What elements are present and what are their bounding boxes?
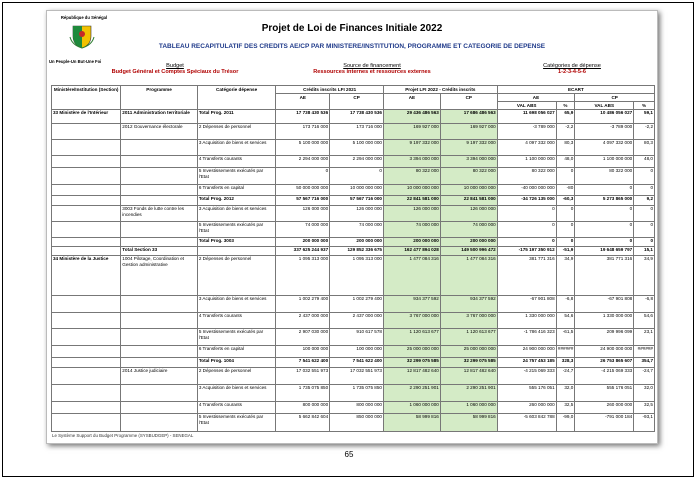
cell-value: 80 322 000 — [440, 168, 497, 185]
cell-value: 24 900 000 000 — [497, 346, 556, 358]
page-number: 65 — [344, 450, 354, 459]
cell-value: 0 — [575, 238, 634, 247]
cell-value: 23,1 — [634, 329, 655, 346]
cell-value: 1 120 613 677 — [383, 329, 440, 346]
table-row — [52, 238, 655, 247]
cell-ministere — [52, 222, 121, 238]
cell-value: 34,9 — [634, 256, 655, 296]
cell-value: ###### — [556, 346, 575, 358]
col-cp-valabs: VAL ABS — [575, 102, 634, 110]
cell-value: 17 738 430 536 — [330, 110, 384, 124]
cell-categorie: Total Prog. 2012 — [197, 196, 276, 206]
cell-value: 22 841 581 000 — [440, 196, 497, 206]
budget-value: Budget Général et Comptes Spéciaux du Trésor — [111, 69, 239, 75]
cell-ministere — [52, 346, 121, 358]
cell-value: 2 290 251 901 — [383, 385, 440, 402]
cell-programme — [121, 140, 198, 156]
col-programme: Programme — [121, 86, 198, 110]
cell-value: 17 032 551 973 — [330, 368, 384, 385]
cell-value: 0 — [556, 168, 575, 185]
cell-value: 3 394 000 000 — [440, 156, 497, 168]
cell-value: 32,5 — [634, 402, 655, 414]
cell-value: 57 567 716 000 — [330, 196, 384, 206]
cell-value: 34,9 — [556, 256, 575, 296]
table-row — [52, 196, 655, 206]
cell-programme — [121, 222, 198, 238]
cell-programme: 1004 Pilotage, Coordination et Gestion administrative — [121, 256, 198, 296]
cell-categorie: 3 Acquisition de biens et services — [197, 206, 276, 222]
cell-programme — [121, 238, 198, 247]
cell-ministere — [52, 196, 121, 206]
cell-value: -3 789 000 — [575, 124, 634, 140]
cell-programme — [121, 329, 198, 346]
cell-value: 1 100 000 000 — [575, 156, 634, 168]
table-row — [52, 346, 655, 358]
table-row — [52, 402, 655, 414]
cell-value: 2 294 000 000 — [330, 156, 384, 168]
cell-value: 80 322 000 — [497, 168, 556, 185]
cell-value: 1 095 313 000 — [330, 256, 384, 296]
cell-value: 149 500 996 472 — [440, 247, 497, 256]
table-row — [52, 256, 655, 296]
col-ae-2021: AE — [276, 94, 330, 110]
cell-value: 10 000 000 000 — [440, 185, 497, 196]
cell-value: 48,0 — [634, 156, 655, 168]
table-row — [52, 168, 655, 185]
table-row — [52, 222, 655, 238]
cell-value: 934 377 592 — [440, 296, 497, 313]
cell-programme — [121, 385, 198, 402]
cell-ministere — [52, 168, 121, 185]
cell-value: 9,2 — [634, 196, 655, 206]
cell-value: -34 726 135 000 — [497, 196, 556, 206]
cell-ministere — [52, 247, 121, 256]
cell-programme — [121, 313, 198, 329]
cell-value: 173 716 000 — [330, 124, 384, 140]
cell-value: 25 000 000 000 — [383, 346, 440, 358]
cell-value: 162 477 894 028 — [383, 247, 440, 256]
cell-value: 10 486 056 027 — [575, 110, 634, 124]
cell-value: 32,0 — [556, 385, 575, 402]
cell-value: 57 567 716 000 — [276, 196, 330, 206]
cell-programme: Total Section 33 — [121, 247, 198, 256]
cell-programme: 3003 Fonds de lutte contre les incendies — [121, 206, 198, 222]
cell-value: 4 097 332 000 — [575, 140, 634, 156]
motto: Un Peuple-Un But-Une Foi — [49, 59, 102, 64]
cell-ministere — [52, 414, 121, 432]
cell-categorie: 4 Transferts courants — [197, 402, 276, 414]
cell-categorie: 3 Acquisition de biens et services — [197, 140, 276, 156]
cell-categorie — [197, 247, 276, 256]
cell-value: 260 000 000 — [497, 402, 556, 414]
cell-value: 26 753 865 607 — [575, 358, 634, 368]
cell-value: 65,9 — [556, 110, 575, 124]
cell-value: 10 000 000 000 — [383, 185, 440, 196]
table-row — [52, 358, 655, 368]
cell-value: -3 789 000 — [497, 124, 556, 140]
cell-value: 129 852 336 675 — [330, 247, 384, 256]
table-row — [52, 185, 655, 196]
col-cp-2021: CP — [330, 94, 384, 110]
cell-value: 3 767 000 000 — [383, 313, 440, 329]
document-page — [46, 10, 658, 444]
cell-ministere: 34 Ministère de la Justice — [52, 256, 121, 296]
cell-value: 850 000 000 — [330, 414, 384, 432]
category-block — [517, 63, 627, 75]
cell-value: 32,0 — [634, 385, 655, 402]
cell-value: 24 900 000 000 — [575, 346, 634, 358]
cell-value: 50 000 000 000 — [276, 185, 330, 196]
col-credits-2021: Crédits inscrits LFI 2021 — [276, 86, 384, 94]
cell-value: 0 — [634, 185, 655, 196]
cell-ministere — [52, 185, 121, 196]
cell-value: -93,1 — [634, 414, 655, 432]
cell-value: 0 — [556, 238, 575, 247]
cell-value: 0 — [575, 206, 634, 222]
cell-value: 59,1 — [634, 110, 655, 124]
cell-programme — [121, 168, 198, 185]
col-cp-pct: % — [634, 102, 655, 110]
cell-value: 126 000 000 — [330, 206, 384, 222]
source-value: Ressources internes et ressources externes — [313, 69, 431, 75]
cell-categorie: 4 Transferts courants — [197, 313, 276, 329]
cell-value: 1 120 613 677 — [440, 329, 497, 346]
table-row — [52, 296, 655, 313]
cell-value: 1 735 075 850 — [330, 385, 384, 402]
table-row — [52, 313, 655, 329]
cell-value: 29 436 486 563 — [383, 110, 440, 124]
table-row — [52, 414, 655, 432]
cell-ministere — [52, 238, 121, 247]
cell-categorie: 3 Acquisition de biens et services — [197, 385, 276, 402]
col-projet-2022: Projet LFI 2022 - Crédits inscrits — [383, 86, 497, 94]
cell-categorie: 2 Dépenses de personnel — [197, 368, 276, 385]
cell-value: 169 927 000 — [440, 124, 497, 140]
col-ae-2022: AE — [383, 94, 440, 110]
cell-programme — [121, 156, 198, 168]
cell-value: 2 294 000 000 — [276, 156, 330, 168]
cell-value: 4 097 332 000 — [497, 140, 556, 156]
cell-ministere — [52, 385, 121, 402]
table-row — [52, 140, 655, 156]
cell-value: 209 996 099 — [575, 329, 634, 346]
cell-ministere — [52, 329, 121, 346]
cell-value: 126 000 000 — [276, 206, 330, 222]
cell-categorie: Total Prog. 2011 — [197, 110, 276, 124]
table-row — [52, 124, 655, 140]
cell-value: 0 — [575, 185, 634, 196]
cell-value: 7 541 622 400 — [330, 358, 384, 368]
cell-categorie: 5 Investissements exécutés par l'Etat — [197, 222, 276, 238]
cell-value: 200 000 000 — [276, 238, 330, 247]
col-ministere: Ministère/Institution (Section) — [52, 86, 121, 110]
cell-value: 54,6 — [634, 313, 655, 329]
cell-value: 169 927 000 — [383, 124, 440, 140]
cell-categorie: 2 Dépenses de personnel — [197, 256, 276, 296]
cell-value: 1 477 084 316 — [383, 256, 440, 296]
cell-programme — [121, 402, 198, 414]
cell-value: 3 394 000 000 — [383, 156, 440, 168]
cell-value: 11 698 056 027 — [497, 110, 556, 124]
table-row — [52, 368, 655, 385]
cell-value: -6,8 — [634, 296, 655, 313]
cell-categorie: 3 Acquisition de biens et services — [197, 296, 276, 313]
cell-value: -24,7 — [634, 368, 655, 385]
budget-block — [95, 63, 255, 75]
cell-value: 381 771 316 — [575, 256, 634, 296]
cell-value: 910 617 578 — [330, 329, 384, 346]
cell-value: 74 000 000 — [276, 222, 330, 238]
cell-categorie: 2 Dépenses de personnel — [197, 124, 276, 140]
cell-value: -791 000 184 — [575, 414, 634, 432]
table-row — [52, 329, 655, 346]
cell-programme — [121, 185, 198, 196]
cell-value: 0 — [634, 168, 655, 185]
cell-value: 126 000 000 — [383, 206, 440, 222]
cell-value: 0 — [497, 238, 556, 247]
cell-programme — [121, 346, 198, 358]
category-label: Catégories de dépense — [543, 63, 601, 69]
cell-value: -40 000 000 000 — [497, 185, 556, 196]
cell-value: 19 648 659 797 — [575, 247, 634, 256]
cell-value: 800 000 000 — [330, 402, 384, 414]
cell-value: 800 000 000 — [276, 402, 330, 414]
cell-value: 1 100 000 000 — [497, 156, 556, 168]
col-categorie: Catégorie dépense — [197, 86, 276, 110]
col-ecart-ae: AE — [497, 94, 575, 102]
cell-value: 54,6 — [556, 313, 575, 329]
cell-value: 3 767 000 000 — [440, 313, 497, 329]
cell-value: 12 817 482 640 — [383, 368, 440, 385]
cell-ministere — [52, 156, 121, 168]
category-value: 1-2-3-4-5-6 — [558, 69, 586, 75]
cell-value: -2,2 — [556, 124, 575, 140]
cell-categorie: Total Prog. 1004 — [197, 358, 276, 368]
cell-value: 74 000 000 — [440, 222, 497, 238]
cell-value: 0 — [330, 168, 384, 185]
footer-text: Le Système Support du Budget Programme (SYSBUDGEP) - SENEGAL — [52, 433, 194, 438]
cell-value: 1 735 075 850 — [276, 385, 330, 402]
cell-categorie: Total Prog. 3003 — [197, 238, 276, 247]
cell-value: 1 060 000 000 — [440, 402, 497, 414]
cell-value: -67 901 808 — [575, 296, 634, 313]
cell-value: 17 686 486 563 — [440, 110, 497, 124]
source-label: Source de financement — [343, 63, 401, 69]
cell-value: 0 — [556, 222, 575, 238]
cell-value: 80,3 — [634, 140, 655, 156]
cell-categorie: 6 Transferts en capital — [197, 346, 276, 358]
cell-programme — [121, 358, 198, 368]
table-body — [52, 110, 655, 432]
table-row — [52, 156, 655, 168]
cell-value: -175 197 350 912 — [497, 247, 556, 256]
cell-ministere — [52, 358, 121, 368]
source-block — [292, 63, 452, 75]
cell-value: 0 — [556, 206, 575, 222]
cell-value: 74 000 000 — [383, 222, 440, 238]
table-row — [52, 385, 655, 402]
cell-value: 74 000 000 — [330, 222, 384, 238]
table-row — [52, 110, 655, 124]
cell-ministere — [52, 140, 121, 156]
cell-value: 24 757 453 185 — [497, 358, 556, 368]
cell-value: 354,7 — [634, 358, 655, 368]
cell-value: 5 100 000 000 — [276, 140, 330, 156]
cell-value: 200 000 000 — [440, 238, 497, 247]
cell-value: 10 000 000 000 — [330, 185, 384, 196]
cell-value: -2,2 — [634, 124, 655, 140]
col-ae-pct: % — [556, 102, 575, 110]
cell-value: 260 000 000 — [575, 402, 634, 414]
cell-value: 0 — [497, 222, 556, 238]
page-subtitle: TABLEAU RECAPITULATIF DES CREDITS AE/CP PAR MINISTERE/INSTITUTION, PROGRAMME ET CATEGORIE DE DEPENSE — [158, 43, 546, 50]
cell-value: -67 901 808 — [497, 296, 556, 313]
cell-value: -80 — [556, 185, 575, 196]
cell-value: 200 000 000 — [383, 238, 440, 247]
cell-value: -4 215 069 333 — [575, 368, 634, 385]
cell-value: 555 176 051 — [575, 385, 634, 402]
cell-ministere — [52, 206, 121, 222]
cell-value: 0 — [634, 206, 655, 222]
cell-value: 17 032 551 973 — [276, 368, 330, 385]
cell-value: 0 — [497, 206, 556, 222]
budget-label: Budget — [166, 63, 184, 69]
cell-value: 0 — [575, 222, 634, 238]
cell-value: 22 841 581 000 — [383, 196, 440, 206]
cell-value: 5 100 000 000 — [330, 140, 384, 156]
cell-value: 5 662 842 604 — [276, 414, 330, 432]
col-ecart: ECART — [497, 86, 654, 94]
cell-categorie: 5 Investissements exécutés par l'Etat — [197, 168, 276, 185]
cell-value: 1 477 084 316 — [440, 256, 497, 296]
cell-value: 1 060 000 000 — [383, 402, 440, 414]
cell-ministere — [52, 402, 121, 414]
table-row — [52, 206, 655, 222]
republic-label: République du Sénégal — [60, 15, 108, 20]
cell-ministere — [52, 296, 121, 313]
cell-value: 555 176 051 — [497, 385, 556, 402]
page-title: Projet de Loi de Finances Initiale 2022 — [261, 23, 443, 34]
cell-value: ###### — [634, 346, 655, 358]
cell-value: 1 330 000 000 — [497, 313, 556, 329]
cell-categorie: 5 Investissements exécutés par l'Etat — [197, 329, 276, 346]
credits-table — [51, 85, 655, 432]
cell-value: 2 907 030 000 — [276, 329, 330, 346]
cell-value: 337 625 244 937 — [276, 247, 330, 256]
cell-value: 1 002 279 400 — [276, 296, 330, 313]
cell-value: 0 — [634, 238, 655, 247]
cell-value: 80 322 000 — [575, 168, 634, 185]
cell-value: 15,1 — [634, 247, 655, 256]
col-ae-valabs: VAL ABS — [497, 102, 556, 110]
cell-value: 9 197 332 000 — [440, 140, 497, 156]
cell-value: 80 322 000 — [383, 168, 440, 185]
cell-programme: 2011 Administration territoriale — [121, 110, 198, 124]
cell-programme — [121, 296, 198, 313]
cell-categorie: 6 Transferts en capital — [197, 185, 276, 196]
cell-value: 200 000 000 — [330, 238, 384, 247]
table-row — [52, 247, 655, 256]
cell-ministere — [52, 313, 121, 329]
cell-value: 48,0 — [556, 156, 575, 168]
cell-value: 58 999 816 — [440, 414, 497, 432]
cell-ministere: 33 Ministère de l'Intérieur — [52, 110, 121, 124]
cell-value: 2 437 000 000 — [330, 313, 384, 329]
cell-value: 1 002 279 400 — [330, 296, 384, 313]
cell-value: 17 738 430 536 — [276, 110, 330, 124]
cell-value: 32,5 — [556, 402, 575, 414]
cell-value: -6,8 — [556, 296, 575, 313]
cell-value: 12 817 482 640 — [440, 368, 497, 385]
cell-ministere — [52, 124, 121, 140]
cell-value: 126 000 000 — [440, 206, 497, 222]
cell-value: -1 786 416 323 — [497, 329, 556, 346]
cell-programme: 2014 Justice judiciaire — [121, 368, 198, 385]
cell-value: 2 290 251 901 — [440, 385, 497, 402]
cell-value: 0 — [276, 168, 330, 185]
cell-value: 9 197 332 000 — [383, 140, 440, 156]
cell-value: -61,5 — [556, 329, 575, 346]
cell-value: 381 771 316 — [497, 256, 556, 296]
cell-value: 58 999 816 — [383, 414, 440, 432]
cell-value: -99,0 — [556, 414, 575, 432]
cell-value: -51,9 — [556, 247, 575, 256]
cell-value: 7 541 622 400 — [276, 358, 330, 368]
col-cp-2022: CP — [440, 94, 497, 110]
cell-programme — [121, 414, 198, 432]
cell-ministere — [52, 368, 121, 385]
cell-categorie: 5 Investissements exécutés par l'Etat — [197, 414, 276, 432]
cell-value: 0 — [634, 222, 655, 238]
cell-value: 32 299 075 585 — [383, 358, 440, 368]
cell-value: 1 095 313 000 — [276, 256, 330, 296]
cell-value: -60,3 — [556, 196, 575, 206]
cell-programme — [121, 196, 198, 206]
cell-value: -24,7 — [556, 368, 575, 385]
cell-value: 25 000 000 000 — [440, 346, 497, 358]
cell-value: -4 215 069 333 — [497, 368, 556, 385]
cell-categorie: 4 Transferts courants — [197, 156, 276, 168]
cell-value: 173 716 000 — [276, 124, 330, 140]
cell-programme: 2012 Gouvernance électorale — [121, 124, 198, 140]
cell-value: 100 000 000 — [276, 346, 330, 358]
col-ecart-cp: CP — [575, 94, 655, 102]
cell-value: 2 437 000 000 — [276, 313, 330, 329]
cell-value: 934 377 592 — [383, 296, 440, 313]
cell-value: 1 330 000 000 — [575, 313, 634, 329]
cell-value: 100 000 000 — [330, 346, 384, 358]
cell-value: 328,3 — [556, 358, 575, 368]
cell-value: 32 299 075 585 — [440, 358, 497, 368]
cell-value: 80,3 — [556, 140, 575, 156]
cell-value: 5 273 865 000 — [575, 196, 634, 206]
cell-value: -5 603 842 788 — [497, 414, 556, 432]
